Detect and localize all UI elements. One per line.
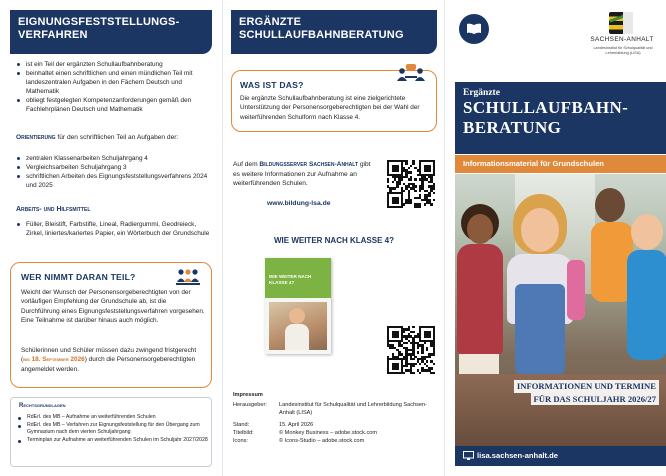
panel1-bullets-2 — [16, 154, 212, 190]
cover-subtitle-bar: Informationsmaterial für Grundschulen — [455, 155, 666, 173]
cover-url[interactable]: lisa.sachsen-anhalt.de — [477, 451, 559, 460]
impressum-label: Herausgeber: — [233, 401, 267, 408]
list-item: Vergleichsarbeiten Schuljahrgang 3 — [16, 163, 212, 172]
panel1-header-line2: VERFAHREN — [18, 29, 88, 42]
rechtsgrundlagen-list — [17, 414, 209, 444]
rechtsgrundlagen-title: Rechtsgrundlagen — [19, 403, 66, 409]
logo-name: SACHSEN-ANHALT — [590, 36, 654, 43]
bildung-post: gibt es weitere Informationen zur Aufnahme an weiterführenden Schulen. — [233, 161, 371, 188]
impressum-value: © Icons-Studio – adobe.stock.com — [279, 437, 365, 444]
booklet-thumbnail — [265, 258, 331, 354]
wer-nimmt-teil-para2 — [21, 346, 205, 374]
impressum-row — [233, 402, 439, 418]
orientierung-text: für den schriftlichen Teil an Aufgaben der: — [57, 134, 179, 141]
para2-start: Schülerinnen und Schüler müssen dazu zwingend fristgerecht ( — [21, 347, 197, 364]
wer-nimmt-teil-para1: Weicht der Wunsch der Personensorgeberechtigten von der vorläufigen Empfehlung der Grundschule ab, ist die Durchführung eines Eignungsfeststellungsverfahren vorgesehen. Eine Teilnahme ist darüber hinaus auch möglich. — [21, 289, 205, 324]
impressum-label: Titelbild: — [233, 429, 254, 436]
booklet-photo — [269, 302, 327, 350]
cover-title-line1: SCHULLAUFBAHN- — [463, 98, 629, 117]
impressum-title: Impressum — [233, 392, 263, 398]
footer-title-line2: FÜR DAS SCHULJAHR 2026/27 — [531, 393, 659, 406]
list-item: schriftlichen Arbeiten des Eignungsfeststellungsverfahrens 2024 und 2025 — [16, 172, 212, 190]
booklet-title: WIE WEITER NACH KLASSE 4? — [269, 274, 312, 285]
list-item: ist ein Teil der ergänzten Schullaufbahnberatung — [16, 60, 212, 69]
bildungsserver-name: Bildungsserver Sachsen-Anhalt — [259, 161, 359, 168]
cover-url-bar — [455, 446, 666, 466]
coat-of-arms-icon — [609, 12, 633, 34]
list-item: zentralen Klassenarbeiten Schuljahrgang 4 — [16, 154, 212, 163]
panel-cover — [444, 0, 666, 476]
wer-nimmt-teil-title: WER NIMMT DARAN TEIL? — [21, 272, 136, 282]
impressum-row — [233, 422, 439, 430]
impressum-value: © Monkey Business – adobe.stock.com — [279, 429, 378, 436]
wie-weiter-heading: WIE WEITER NACH KLASSE 4? — [273, 236, 394, 245]
para2-end: ) durch die Personensorgeberechtigten angemeldet werden. — [21, 356, 196, 373]
bildung-pre: Auf dem — [233, 161, 258, 168]
list-item: obliegt festgelegten Kompetenzanforderungen gemäß den Fachlehrplänen Deutsch und Mathematik — [16, 96, 212, 114]
was-ist-das-box — [231, 70, 437, 132]
impressum-label: Stand: — [233, 421, 250, 428]
cover-title-small: Ergänzte — [463, 88, 500, 98]
bildungsserver-text — [233, 160, 375, 189]
impressum-row — [233, 438, 439, 446]
book-icon-badge — [459, 14, 489, 44]
group-people-icon — [175, 268, 201, 286]
panel1-header-line1: EIGNUNGSFESTSTELLUNGS- — [18, 16, 180, 28]
impressum-label: Icons: — [233, 437, 248, 444]
impressum-value: 15. April 2026 — [279, 421, 314, 428]
cover-title-line2: BERATUNG — [463, 117, 562, 137]
panel1-bullets-1 — [16, 60, 212, 115]
list-item: RdErl. des MB – Verfahren zur Eignungsfeststellung für den Übergang zum Gymnasium nach dem vierten Schuljahrgang — [17, 422, 209, 437]
panel-schullaufbahnberatung — [222, 0, 444, 476]
cover-title-block — [455, 82, 666, 154]
list-item: Terminplan zur Aufnahme an weiterführenden Schulen im Schuljahr 2027/2028 — [17, 437, 209, 445]
panel-eignungsfeststellung — [0, 0, 222, 476]
impressum-row — [233, 430, 439, 438]
wer-nimmt-teil-box — [10, 262, 212, 388]
list-item: beinhaltet einen schriftlichen und einen mündlichen Teil mit landeszentralen Aufgaben in den Fächern Deutsch und Mathematik — [16, 69, 212, 96]
list-item: Füller, Bleistift, Farbstifte, Lineal, Radiergummi, Geodreieck, Zirkel, liniertes/kariertes Papier, ein Wörterbuch der Grundschule — [16, 220, 212, 238]
was-ist-das-text: Die ergänzte Schullaufbahnberatung ist eine zielgerichtete Unterstützung der Personensorgeberechtigten bei der Wahl der weiterführenden Schulform nach Klasse 4. — [240, 95, 420, 121]
panel2-header-line2: SCHULLAUFBAHNBERATUNG — [239, 29, 404, 42]
rechtsgrundlagen-box — [10, 397, 212, 467]
sachsen-anhalt-logo — [585, 12, 659, 62]
deadline-highlight: bis 18. September 2026 — [23, 356, 85, 364]
footer-title-line1: INFORMATIONEN UND TERMINE — [514, 380, 659, 393]
arbeits-heading: Arbeits- und Hilfsmittel — [16, 206, 91, 213]
panel2-header-line1: ERGÄNZTE — [239, 16, 302, 28]
impressum-value: Landesinstitut für Schulqualität und Lehrerbildung Sachsen-Anhalt (LISA) — [279, 401, 428, 416]
panel1-header — [10, 10, 212, 54]
book-icon — [466, 23, 482, 35]
panel1-bullets-3 — [16, 220, 212, 238]
monitor-icon — [463, 451, 474, 461]
panel2-header — [231, 10, 437, 54]
qr-code-wie-weiter[interactable] — [387, 326, 435, 374]
cover-footer-title — [455, 380, 666, 405]
impressum — [233, 392, 439, 446]
bildungsserver-link[interactable]: www.bildung-lsa.de — [267, 200, 331, 207]
was-ist-das-title: WAS IST DAS? — [240, 80, 304, 90]
orientierung-intro — [16, 133, 206, 143]
cover-photo — [455, 174, 666, 466]
orientierung-label: Orientierung — [16, 134, 56, 141]
logo-subtitle: Landesinstitut für Schulqualität und Lehrerbildung (LISA) — [593, 46, 653, 55]
consultation-icon — [396, 63, 426, 83]
qr-code-bildungsserver[interactable] — [387, 160, 435, 208]
list-item: RdErl. des MB – Aufnahme an weiterführenden Schulen — [17, 414, 209, 422]
